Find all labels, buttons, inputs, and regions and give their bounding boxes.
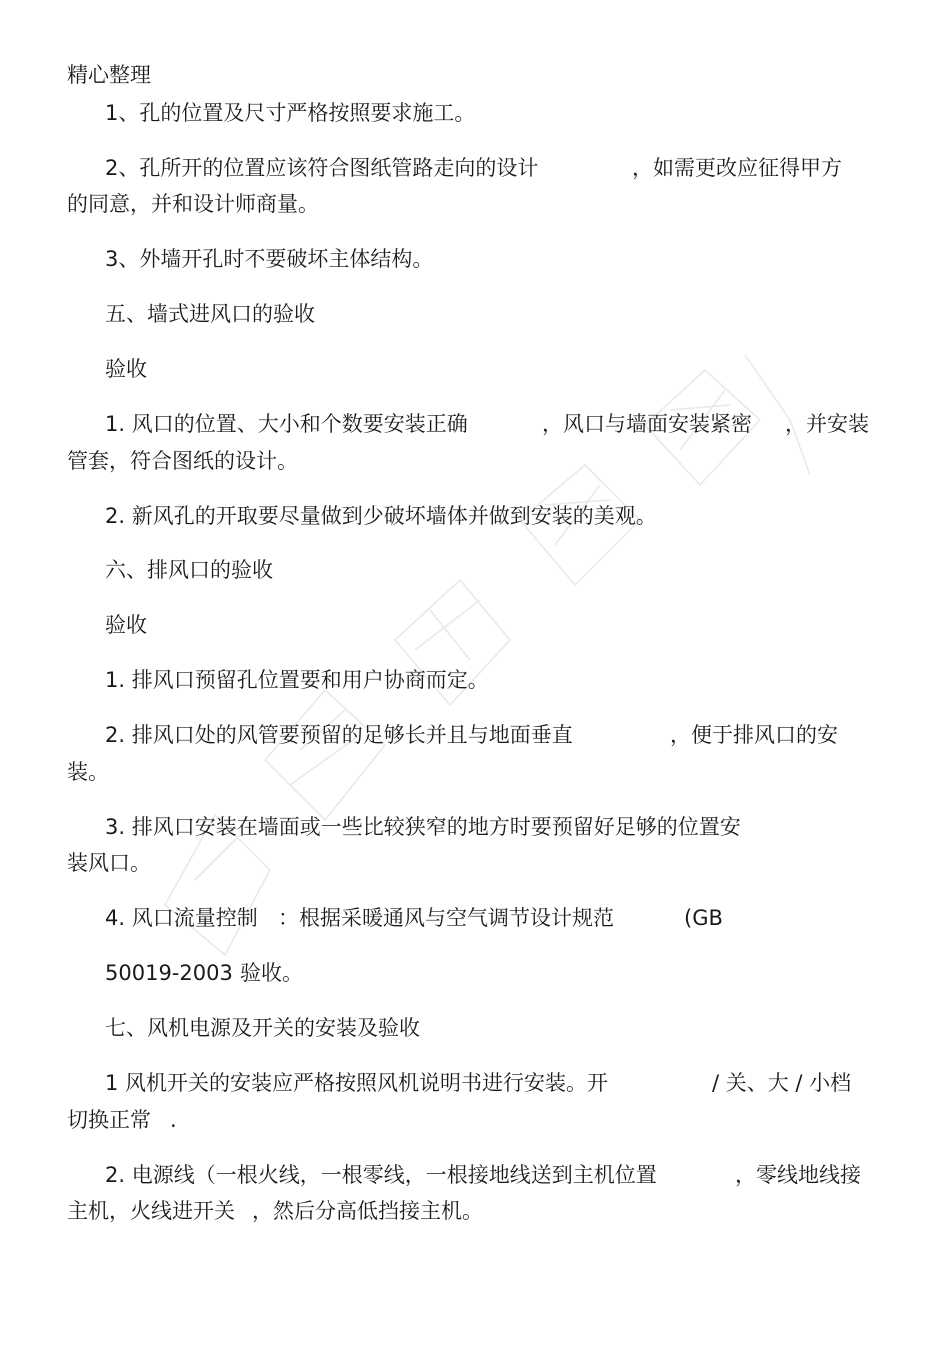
paragraph-line: 3、外墙开孔时不要破坏主体结构。 (105, 247, 434, 271)
paragraph-line: 2、孔所开的位置应该符合图纸管路走向的设计 (105, 156, 539, 180)
paragraph-line: 1. 排风口预留孔位置要和用户协商而定。 (105, 668, 489, 692)
paragraph-line: 装风口。 (67, 851, 151, 875)
paragraph-line: ，便于排风口的安 (670, 723, 838, 747)
paragraph-line: 主机，火线进开关 (67, 1199, 235, 1223)
paragraph-line: 切换正常 (67, 1108, 151, 1132)
paragraph-line: 3. 排风口安装在墙面或一些比较狭窄的地方时要预留好足够的位置安 (105, 815, 741, 839)
paragraph-line: . (170, 1108, 177, 1132)
paragraph-line: 的同意，并和设计师商量。 (67, 192, 319, 216)
paragraph-line: 50019-2003 (105, 961, 233, 985)
subheading: 验收 (105, 357, 147, 381)
paragraph-line: 装。 (67, 760, 109, 784)
subheading: 验收 (105, 613, 147, 637)
paragraph-line: ，零线地线接 (735, 1163, 861, 1187)
section-heading: 七、风机电源及开关的安装及验收 (105, 1016, 420, 1040)
paragraph-line: 1 风机开关的安装应严格按照风机说明书进行安装。开 (105, 1071, 609, 1095)
paragraph-line: / 关、大 / 小档 (712, 1071, 852, 1095)
paragraph-line: 2. 新风孔的开取要尽量做到少破坏墙体并做到安装的美观。 (105, 504, 657, 528)
section-heading: 六、排风口的验收 (105, 558, 273, 582)
paragraph-line: 管套，符合图纸的设计。 (67, 449, 298, 473)
paragraph-line: ，风口与墙面安装紧密 (542, 412, 752, 436)
paragraph-line: 1、孔的位置及尺寸严格按照要求施工。 (105, 101, 476, 125)
paragraph-line: ，并安装 (785, 412, 869, 436)
paragraph-line: 2. 排风口处的风管要预留的足够长并且与地面垂直 (105, 723, 573, 747)
section-heading: 五、墙式进风口的验收 (105, 302, 315, 326)
paragraph-line: ，然后分高低挡接主机。 (252, 1199, 483, 1223)
paragraph-line: 2. 电源线（一根火线，一根零线，一根接地线送到主机位置 (105, 1163, 657, 1187)
paragraph-line: ，如需更改应征得甲方 (632, 156, 842, 180)
paragraph-line: 验收。 (240, 961, 303, 985)
paragraph-line: 1. 风口的位置、大小和个数要安装正确 (105, 412, 468, 436)
paragraph-line: (GB (684, 906, 723, 930)
header-text: 精心整理 (67, 63, 151, 87)
paragraph-line: ：根据采暖通风与空气调节设计规范 (278, 906, 614, 930)
paragraph-line: 4. 风口流量控制 (105, 906, 258, 930)
